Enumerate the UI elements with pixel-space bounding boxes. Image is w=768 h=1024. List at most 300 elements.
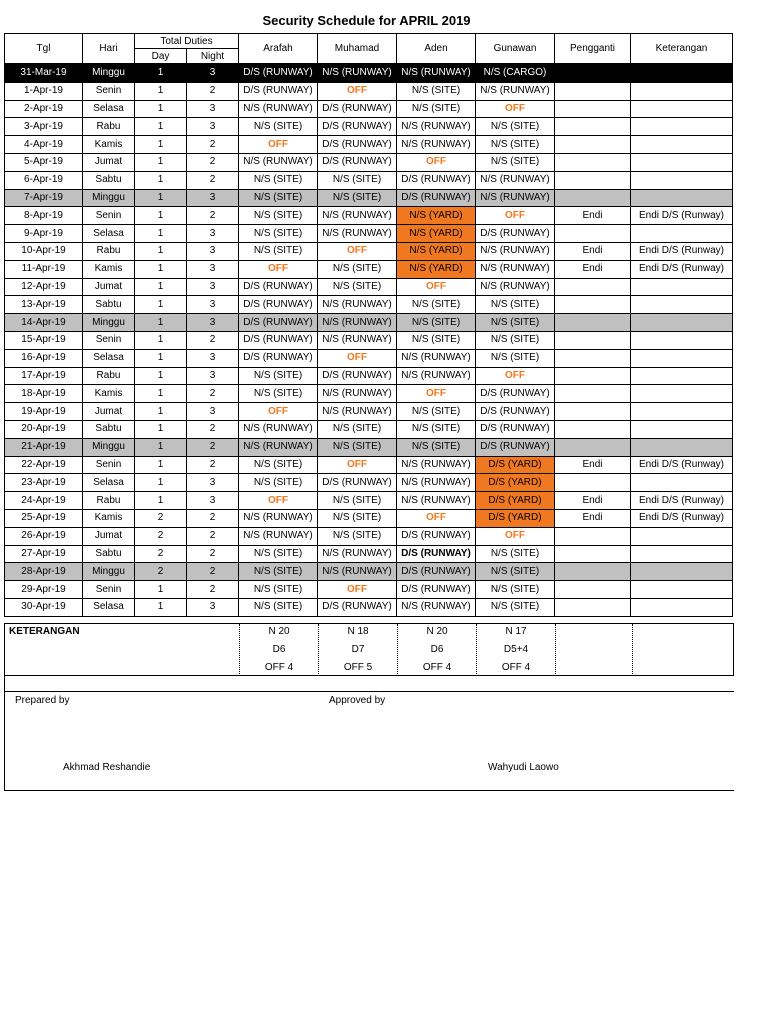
cell-pengganti bbox=[555, 296, 631, 314]
cell-date: 13-Apr-19 bbox=[5, 296, 83, 314]
approved-by-label: Approved by bbox=[329, 695, 386, 706]
summary-muhamad-off: OFF 5 bbox=[343, 662, 373, 673]
cell-day-name: Rabu bbox=[83, 118, 135, 136]
cell-keterangan: Endi D/S (Runway) bbox=[631, 242, 733, 260]
table-row bbox=[5, 82, 733, 100]
cell-keterangan bbox=[631, 153, 733, 171]
cell-day-count: 1 bbox=[135, 64, 187, 82]
cell-date: 31-Mar-19 bbox=[5, 64, 83, 82]
cell-gunawan: N/S (SITE) bbox=[476, 563, 555, 581]
cell-pengganti bbox=[555, 278, 631, 296]
schedule-body bbox=[5, 64, 733, 616]
approved-by-name: Wahyudi Laowo bbox=[488, 762, 559, 773]
cell-muhamad: D/S (RUNWAY) bbox=[318, 474, 397, 492]
cell-night-count: 2 bbox=[187, 331, 239, 349]
cell-date: 10-Apr-19 bbox=[5, 242, 83, 260]
cell-gunawan: N/S (RUNWAY) bbox=[476, 260, 555, 278]
cell-night-count: 2 bbox=[187, 136, 239, 154]
table-row bbox=[5, 385, 733, 403]
cell-aden: D/S (RUNWAY) bbox=[397, 171, 476, 189]
table-row bbox=[5, 207, 733, 225]
cell-keterangan bbox=[631, 296, 733, 314]
cell-gunawan: N/S (SITE) bbox=[476, 349, 555, 367]
cell-arafah: D/S (RUNWAY) bbox=[239, 82, 318, 100]
header-tgl: Tgl bbox=[5, 34, 83, 65]
cell-night-count: 2 bbox=[187, 581, 239, 599]
prepared-by-name: Akhmad Reshandie bbox=[63, 762, 151, 773]
cell-muhamad: N/S (SITE) bbox=[318, 438, 397, 456]
cell-aden: N/S (SITE) bbox=[397, 100, 476, 118]
cell-night-count: 3 bbox=[187, 225, 239, 243]
cell-aden: N/S (SITE) bbox=[397, 82, 476, 100]
cell-day-count: 1 bbox=[135, 153, 187, 171]
cell-day-count: 1 bbox=[135, 118, 187, 136]
cell-day-count: 1 bbox=[135, 331, 187, 349]
cell-day-count: 1 bbox=[135, 492, 187, 510]
cell-day-name: Senin bbox=[83, 456, 135, 474]
cell-keterangan bbox=[631, 474, 733, 492]
cell-arafah: N/S (SITE) bbox=[239, 581, 318, 599]
cell-day-count: 1 bbox=[135, 385, 187, 403]
cell-day-name: Sabtu bbox=[83, 296, 135, 314]
cell-day-count: 1 bbox=[135, 420, 187, 438]
cell-arafah: N/S (SITE) bbox=[239, 242, 318, 260]
cell-date: 9-Apr-19 bbox=[5, 225, 83, 243]
cell-day-count: 1 bbox=[135, 82, 187, 100]
table-row bbox=[5, 278, 733, 296]
summary-gunawan-n: N 17 bbox=[505, 626, 527, 637]
cell-day-count: 1 bbox=[135, 598, 187, 616]
cell-pengganti: Endi bbox=[555, 456, 631, 474]
table-row bbox=[5, 492, 733, 510]
cell-aden: D/S (RUNWAY) bbox=[397, 581, 476, 599]
cell-arafah: OFF bbox=[239, 136, 318, 154]
cell-muhamad: D/S (RUNWAY) bbox=[318, 367, 397, 385]
cell-arafah: N/S (RUNWAY) bbox=[239, 100, 318, 118]
cell-gunawan: N/S (SITE) bbox=[476, 296, 555, 314]
cell-date: 21-Apr-19 bbox=[5, 438, 83, 456]
cell-gunawan: OFF bbox=[476, 367, 555, 385]
cell-keterangan: Endi D/S (Runway) bbox=[631, 492, 733, 510]
cell-day-name: Kamis bbox=[83, 385, 135, 403]
cell-aden: D/S (RUNWAY) bbox=[397, 563, 476, 581]
cell-day-name: Sabtu bbox=[83, 171, 135, 189]
cell-date: 24-Apr-19 bbox=[5, 492, 83, 510]
cell-night-count: 3 bbox=[187, 474, 239, 492]
cell-muhamad: N/S (SITE) bbox=[318, 509, 397, 527]
cell-keterangan bbox=[631, 349, 733, 367]
cell-gunawan: D/S (RUNWAY) bbox=[476, 403, 555, 421]
cell-muhamad: N/S (RUNWAY) bbox=[318, 403, 397, 421]
cell-keterangan bbox=[631, 331, 733, 349]
cell-pengganti bbox=[555, 349, 631, 367]
cell-day-name: Minggu bbox=[83, 189, 135, 207]
cell-muhamad: D/S (RUNWAY) bbox=[318, 100, 397, 118]
table-row bbox=[5, 260, 733, 278]
cell-day-count: 1 bbox=[135, 171, 187, 189]
cell-arafah: N/S (RUNWAY) bbox=[239, 438, 318, 456]
cell-muhamad: N/S (RUNWAY) bbox=[318, 331, 397, 349]
cell-gunawan: N/S (RUNWAY) bbox=[476, 171, 555, 189]
cell-day-name: Selasa bbox=[83, 100, 135, 118]
cell-date: 28-Apr-19 bbox=[5, 563, 83, 581]
table-row bbox=[5, 171, 733, 189]
cell-keterangan bbox=[631, 385, 733, 403]
cell-aden: N/S (SITE) bbox=[397, 403, 476, 421]
cell-date: 29-Apr-19 bbox=[5, 581, 83, 599]
cell-date: 6-Apr-19 bbox=[5, 171, 83, 189]
cell-date: 2-Apr-19 bbox=[5, 100, 83, 118]
cell-gunawan: N/S (SITE) bbox=[476, 153, 555, 171]
cell-day-name: Minggu bbox=[83, 64, 135, 82]
cell-day-name: Rabu bbox=[83, 367, 135, 385]
cell-day-count: 1 bbox=[135, 207, 187, 225]
cell-aden: N/S (RUNWAY) bbox=[397, 64, 476, 82]
cell-day-name: Selasa bbox=[83, 225, 135, 243]
cell-muhamad: N/S (RUNWAY) bbox=[318, 385, 397, 403]
cell-day-count: 1 bbox=[135, 438, 187, 456]
cell-muhamad: N/S (SITE) bbox=[318, 189, 397, 207]
cell-keterangan bbox=[631, 189, 733, 207]
cell-day-name: Minggu bbox=[83, 563, 135, 581]
cell-day-count: 1 bbox=[135, 349, 187, 367]
cell-date: 20-Apr-19 bbox=[5, 420, 83, 438]
cell-night-count: 2 bbox=[187, 545, 239, 563]
cell-day-count: 1 bbox=[135, 474, 187, 492]
header-aden: Aden bbox=[397, 34, 476, 65]
cell-day-count: 1 bbox=[135, 403, 187, 421]
cell-arafah: N/S (SITE) bbox=[239, 545, 318, 563]
cell-day-name: Minggu bbox=[83, 438, 135, 456]
summary-arafah-off: OFF 4 bbox=[264, 662, 294, 673]
table-row bbox=[5, 545, 733, 563]
prepared-by-label: Prepared by bbox=[15, 695, 70, 706]
cell-muhamad: N/S (RUNWAY) bbox=[318, 225, 397, 243]
cell-arafah: D/S (RUNWAY) bbox=[239, 349, 318, 367]
cell-night-count: 2 bbox=[187, 385, 239, 403]
cell-muhamad: OFF bbox=[318, 82, 397, 100]
cell-keterangan bbox=[631, 136, 733, 154]
cell-muhamad: OFF bbox=[318, 349, 397, 367]
cell-gunawan: D/S (RUNWAY) bbox=[476, 420, 555, 438]
cell-pengganti bbox=[555, 438, 631, 456]
cell-arafah: N/S (RUNWAY) bbox=[239, 509, 318, 527]
cell-muhamad: D/S (RUNWAY) bbox=[318, 136, 397, 154]
cell-day-count: 1 bbox=[135, 296, 187, 314]
cell-day-name: Sabtu bbox=[83, 420, 135, 438]
cell-date: 11-Apr-19 bbox=[5, 260, 83, 278]
header-total-duties: Total Duties bbox=[135, 34, 239, 49]
cell-day-name: Senin bbox=[83, 82, 135, 100]
table-row bbox=[5, 527, 733, 545]
summary-divider bbox=[632, 624, 633, 676]
header-arafah: Arafah bbox=[239, 34, 318, 65]
cell-day-name: Selasa bbox=[83, 474, 135, 492]
cell-day-count: 2 bbox=[135, 545, 187, 563]
schedule-table bbox=[4, 33, 733, 617]
cell-date: 27-Apr-19 bbox=[5, 545, 83, 563]
cell-day-name: Senin bbox=[83, 207, 135, 225]
summary-muhamad-n: N 18 bbox=[347, 626, 369, 637]
cell-pengganti bbox=[555, 118, 631, 136]
cell-night-count: 2 bbox=[187, 527, 239, 545]
table-row bbox=[5, 331, 733, 349]
cell-date: 1-Apr-19 bbox=[5, 82, 83, 100]
cell-muhamad: N/S (RUNWAY) bbox=[318, 296, 397, 314]
cell-aden: N/S (SITE) bbox=[397, 296, 476, 314]
cell-night-count: 3 bbox=[187, 242, 239, 260]
table-row bbox=[5, 225, 733, 243]
cell-gunawan: N/S (SITE) bbox=[476, 314, 555, 332]
cell-pengganti bbox=[555, 563, 631, 581]
cell-day-count: 1 bbox=[135, 456, 187, 474]
cell-arafah: N/S (SITE) bbox=[239, 118, 318, 136]
cell-arafah: N/S (SITE) bbox=[239, 207, 318, 225]
summary-muhamad-d: D7 bbox=[351, 644, 365, 655]
cell-aden: OFF bbox=[397, 278, 476, 296]
cell-day-name: Senin bbox=[83, 331, 135, 349]
cell-night-count: 2 bbox=[187, 563, 239, 581]
cell-keterangan bbox=[631, 563, 733, 581]
cell-keterangan bbox=[631, 64, 733, 82]
cell-muhamad: N/S (RUNWAY) bbox=[318, 64, 397, 82]
cell-night-count: 3 bbox=[187, 260, 239, 278]
cell-date: 30-Apr-19 bbox=[5, 598, 83, 616]
cell-date: 23-Apr-19 bbox=[5, 474, 83, 492]
cell-night-count: 2 bbox=[187, 420, 239, 438]
cell-arafah: N/S (SITE) bbox=[239, 598, 318, 616]
summary-aden-off: OFF 4 bbox=[422, 662, 452, 673]
cell-keterangan bbox=[631, 367, 733, 385]
cell-date: 4-Apr-19 bbox=[5, 136, 83, 154]
cell-night-count: 2 bbox=[187, 438, 239, 456]
cell-aden: N/S (YARD) bbox=[397, 242, 476, 260]
table-row bbox=[5, 296, 733, 314]
table-row bbox=[5, 509, 733, 527]
cell-date: 16-Apr-19 bbox=[5, 349, 83, 367]
cell-day-count: 1 bbox=[135, 260, 187, 278]
cell-gunawan: OFF bbox=[476, 207, 555, 225]
cell-keterangan bbox=[631, 598, 733, 616]
cell-day-name: Minggu bbox=[83, 314, 135, 332]
cell-gunawan: OFF bbox=[476, 527, 555, 545]
cell-pengganti: Endi bbox=[555, 492, 631, 510]
cell-keterangan bbox=[631, 527, 733, 545]
cell-date: 8-Apr-19 bbox=[5, 207, 83, 225]
page-title: Security Schedule for APRIL 2019 bbox=[262, 13, 471, 28]
table-row bbox=[5, 314, 733, 332]
cell-keterangan bbox=[631, 314, 733, 332]
cell-aden: N/S (SITE) bbox=[397, 438, 476, 456]
cell-night-count: 2 bbox=[187, 207, 239, 225]
cell-pengganti: Endi bbox=[555, 242, 631, 260]
cell-gunawan: N/S (SITE) bbox=[476, 598, 555, 616]
cell-night-count: 3 bbox=[187, 118, 239, 136]
cell-muhamad: N/S (SITE) bbox=[318, 260, 397, 278]
cell-arafah: D/S (RUNWAY) bbox=[239, 331, 318, 349]
cell-day-name: Selasa bbox=[83, 598, 135, 616]
cell-aden: N/S (RUNWAY) bbox=[397, 492, 476, 510]
cell-night-count: 3 bbox=[187, 492, 239, 510]
table-row bbox=[5, 474, 733, 492]
cell-arafah: N/S (SITE) bbox=[239, 171, 318, 189]
cell-muhamad: D/S (RUNWAY) bbox=[318, 118, 397, 136]
cell-arafah: OFF bbox=[239, 403, 318, 421]
cell-pengganti bbox=[555, 527, 631, 545]
cell-night-count: 3 bbox=[187, 367, 239, 385]
cell-date: 18-Apr-19 bbox=[5, 385, 83, 403]
cell-aden: N/S (RUNWAY) bbox=[397, 136, 476, 154]
cell-pengganti bbox=[555, 314, 631, 332]
cell-date: 14-Apr-19 bbox=[5, 314, 83, 332]
cell-day-name: Sabtu bbox=[83, 545, 135, 563]
cell-date: 22-Apr-19 bbox=[5, 456, 83, 474]
cell-gunawan: N/S (CARGO) bbox=[476, 64, 555, 82]
cell-aden: N/S (RUNWAY) bbox=[397, 118, 476, 136]
header-keterangan: Keterangan bbox=[631, 34, 733, 65]
cell-night-count: 3 bbox=[187, 296, 239, 314]
cell-aden: OFF bbox=[397, 153, 476, 171]
cell-day-count: 1 bbox=[135, 314, 187, 332]
cell-pengganti bbox=[555, 385, 631, 403]
cell-keterangan bbox=[631, 225, 733, 243]
cell-pengganti bbox=[555, 420, 631, 438]
cell-day-name: Jumat bbox=[83, 153, 135, 171]
cell-pengganti bbox=[555, 153, 631, 171]
cell-gunawan: N/S (SITE) bbox=[476, 545, 555, 563]
cell-keterangan bbox=[631, 581, 733, 599]
cell-date: 12-Apr-19 bbox=[5, 278, 83, 296]
cell-night-count: 3 bbox=[187, 349, 239, 367]
cell-aden: N/S (SITE) bbox=[397, 420, 476, 438]
cell-date: 15-Apr-19 bbox=[5, 331, 83, 349]
table-row bbox=[5, 403, 733, 421]
cell-muhamad: N/S (RUNWAY) bbox=[318, 545, 397, 563]
cell-aden: N/S (SITE) bbox=[397, 331, 476, 349]
cell-night-count: 3 bbox=[187, 278, 239, 296]
table-row bbox=[5, 100, 733, 118]
cell-day-name: Kamis bbox=[83, 260, 135, 278]
cell-pengganti bbox=[555, 171, 631, 189]
cell-pengganti bbox=[555, 225, 631, 243]
cell-keterangan bbox=[631, 420, 733, 438]
cell-muhamad: OFF bbox=[318, 242, 397, 260]
cell-pengganti bbox=[555, 189, 631, 207]
cell-day-name: Rabu bbox=[83, 242, 135, 260]
summary-gunawan-off: OFF 4 bbox=[501, 662, 531, 673]
cell-pengganti bbox=[555, 82, 631, 100]
signature-block bbox=[4, 675, 734, 791]
table-row bbox=[5, 598, 733, 616]
cell-muhamad: N/S (RUNWAY) bbox=[318, 563, 397, 581]
cell-date: 5-Apr-19 bbox=[5, 153, 83, 171]
table-row bbox=[5, 456, 733, 474]
cell-day-count: 1 bbox=[135, 189, 187, 207]
header-day: Day bbox=[135, 49, 187, 65]
cell-muhamad: N/S (SITE) bbox=[318, 278, 397, 296]
cell-day-name: Selasa bbox=[83, 349, 135, 367]
header-muhamad: Muhamad bbox=[318, 34, 397, 65]
cell-pengganti bbox=[555, 367, 631, 385]
cell-muhamad: N/S (SITE) bbox=[318, 492, 397, 510]
cell-aden: D/S (RUNWAY) bbox=[397, 545, 476, 563]
cell-date: 25-Apr-19 bbox=[5, 509, 83, 527]
cell-night-count: 2 bbox=[187, 509, 239, 527]
cell-day-count: 1 bbox=[135, 367, 187, 385]
cell-muhamad: OFF bbox=[318, 456, 397, 474]
cell-arafah: N/S (SITE) bbox=[239, 474, 318, 492]
cell-arafah: D/S (RUNWAY) bbox=[239, 278, 318, 296]
table-row bbox=[5, 563, 733, 581]
table-row bbox=[5, 438, 733, 456]
cell-arafah: N/S (RUNWAY) bbox=[239, 527, 318, 545]
cell-date: 3-Apr-19 bbox=[5, 118, 83, 136]
header-gunawan: Gunawan bbox=[476, 34, 555, 65]
summary-divider bbox=[555, 624, 556, 676]
table-row bbox=[5, 349, 733, 367]
cell-arafah: N/S (SITE) bbox=[239, 385, 318, 403]
cell-aden: N/S (YARD) bbox=[397, 260, 476, 278]
cell-gunawan: D/S (YARD) bbox=[476, 456, 555, 474]
cell-arafah: OFF bbox=[239, 492, 318, 510]
cell-date: 19-Apr-19 bbox=[5, 403, 83, 421]
cell-keterangan bbox=[631, 438, 733, 456]
cell-day-count: 1 bbox=[135, 136, 187, 154]
cell-keterangan bbox=[631, 100, 733, 118]
cell-pengganti bbox=[555, 581, 631, 599]
cell-day-name: Jumat bbox=[83, 278, 135, 296]
summary-border bbox=[733, 624, 734, 676]
summary-arafah-n: N 20 bbox=[268, 626, 290, 637]
cell-aden: N/S (RUNWAY) bbox=[397, 349, 476, 367]
cell-night-count: 3 bbox=[187, 598, 239, 616]
cell-keterangan: Endi D/S (Runway) bbox=[631, 509, 733, 527]
cell-keterangan: Endi D/S (Runway) bbox=[631, 456, 733, 474]
cell-arafah: N/S (SITE) bbox=[239, 189, 318, 207]
table-row bbox=[5, 153, 733, 171]
summary-gunawan-d: D5+4 bbox=[503, 644, 529, 655]
cell-keterangan: Endi D/S (Runway) bbox=[631, 207, 733, 225]
cell-keterangan bbox=[631, 278, 733, 296]
cell-day-count: 2 bbox=[135, 527, 187, 545]
cell-arafah: N/S (RUNWAY) bbox=[239, 420, 318, 438]
cell-pengganti bbox=[555, 64, 631, 82]
summary-block bbox=[4, 623, 734, 676]
cell-gunawan: N/S (RUNWAY) bbox=[476, 278, 555, 296]
cell-gunawan: N/S (RUNWAY) bbox=[476, 82, 555, 100]
cell-arafah: N/S (RUNWAY) bbox=[239, 153, 318, 171]
cell-gunawan: D/S (RUNWAY) bbox=[476, 385, 555, 403]
cell-day-name: Kamis bbox=[83, 509, 135, 527]
cell-day-count: 1 bbox=[135, 242, 187, 260]
cell-keterangan bbox=[631, 403, 733, 421]
cell-gunawan: D/S (YARD) bbox=[476, 474, 555, 492]
cell-gunawan: D/S (YARD) bbox=[476, 509, 555, 527]
cell-muhamad: D/S (RUNWAY) bbox=[318, 153, 397, 171]
cell-muhamad: OFF bbox=[318, 581, 397, 599]
cell-gunawan: D/S (RUNWAY) bbox=[476, 438, 555, 456]
cell-pengganti bbox=[555, 136, 631, 154]
cell-night-count: 3 bbox=[187, 314, 239, 332]
cell-arafah: D/S (RUNWAY) bbox=[239, 296, 318, 314]
header-night: Night bbox=[187, 49, 239, 65]
cell-day-count: 1 bbox=[135, 581, 187, 599]
table-row bbox=[5, 420, 733, 438]
cell-aden: N/S (SITE) bbox=[397, 314, 476, 332]
cell-pengganti: Endi bbox=[555, 509, 631, 527]
table-row bbox=[5, 581, 733, 599]
cell-gunawan: N/S (SITE) bbox=[476, 581, 555, 599]
